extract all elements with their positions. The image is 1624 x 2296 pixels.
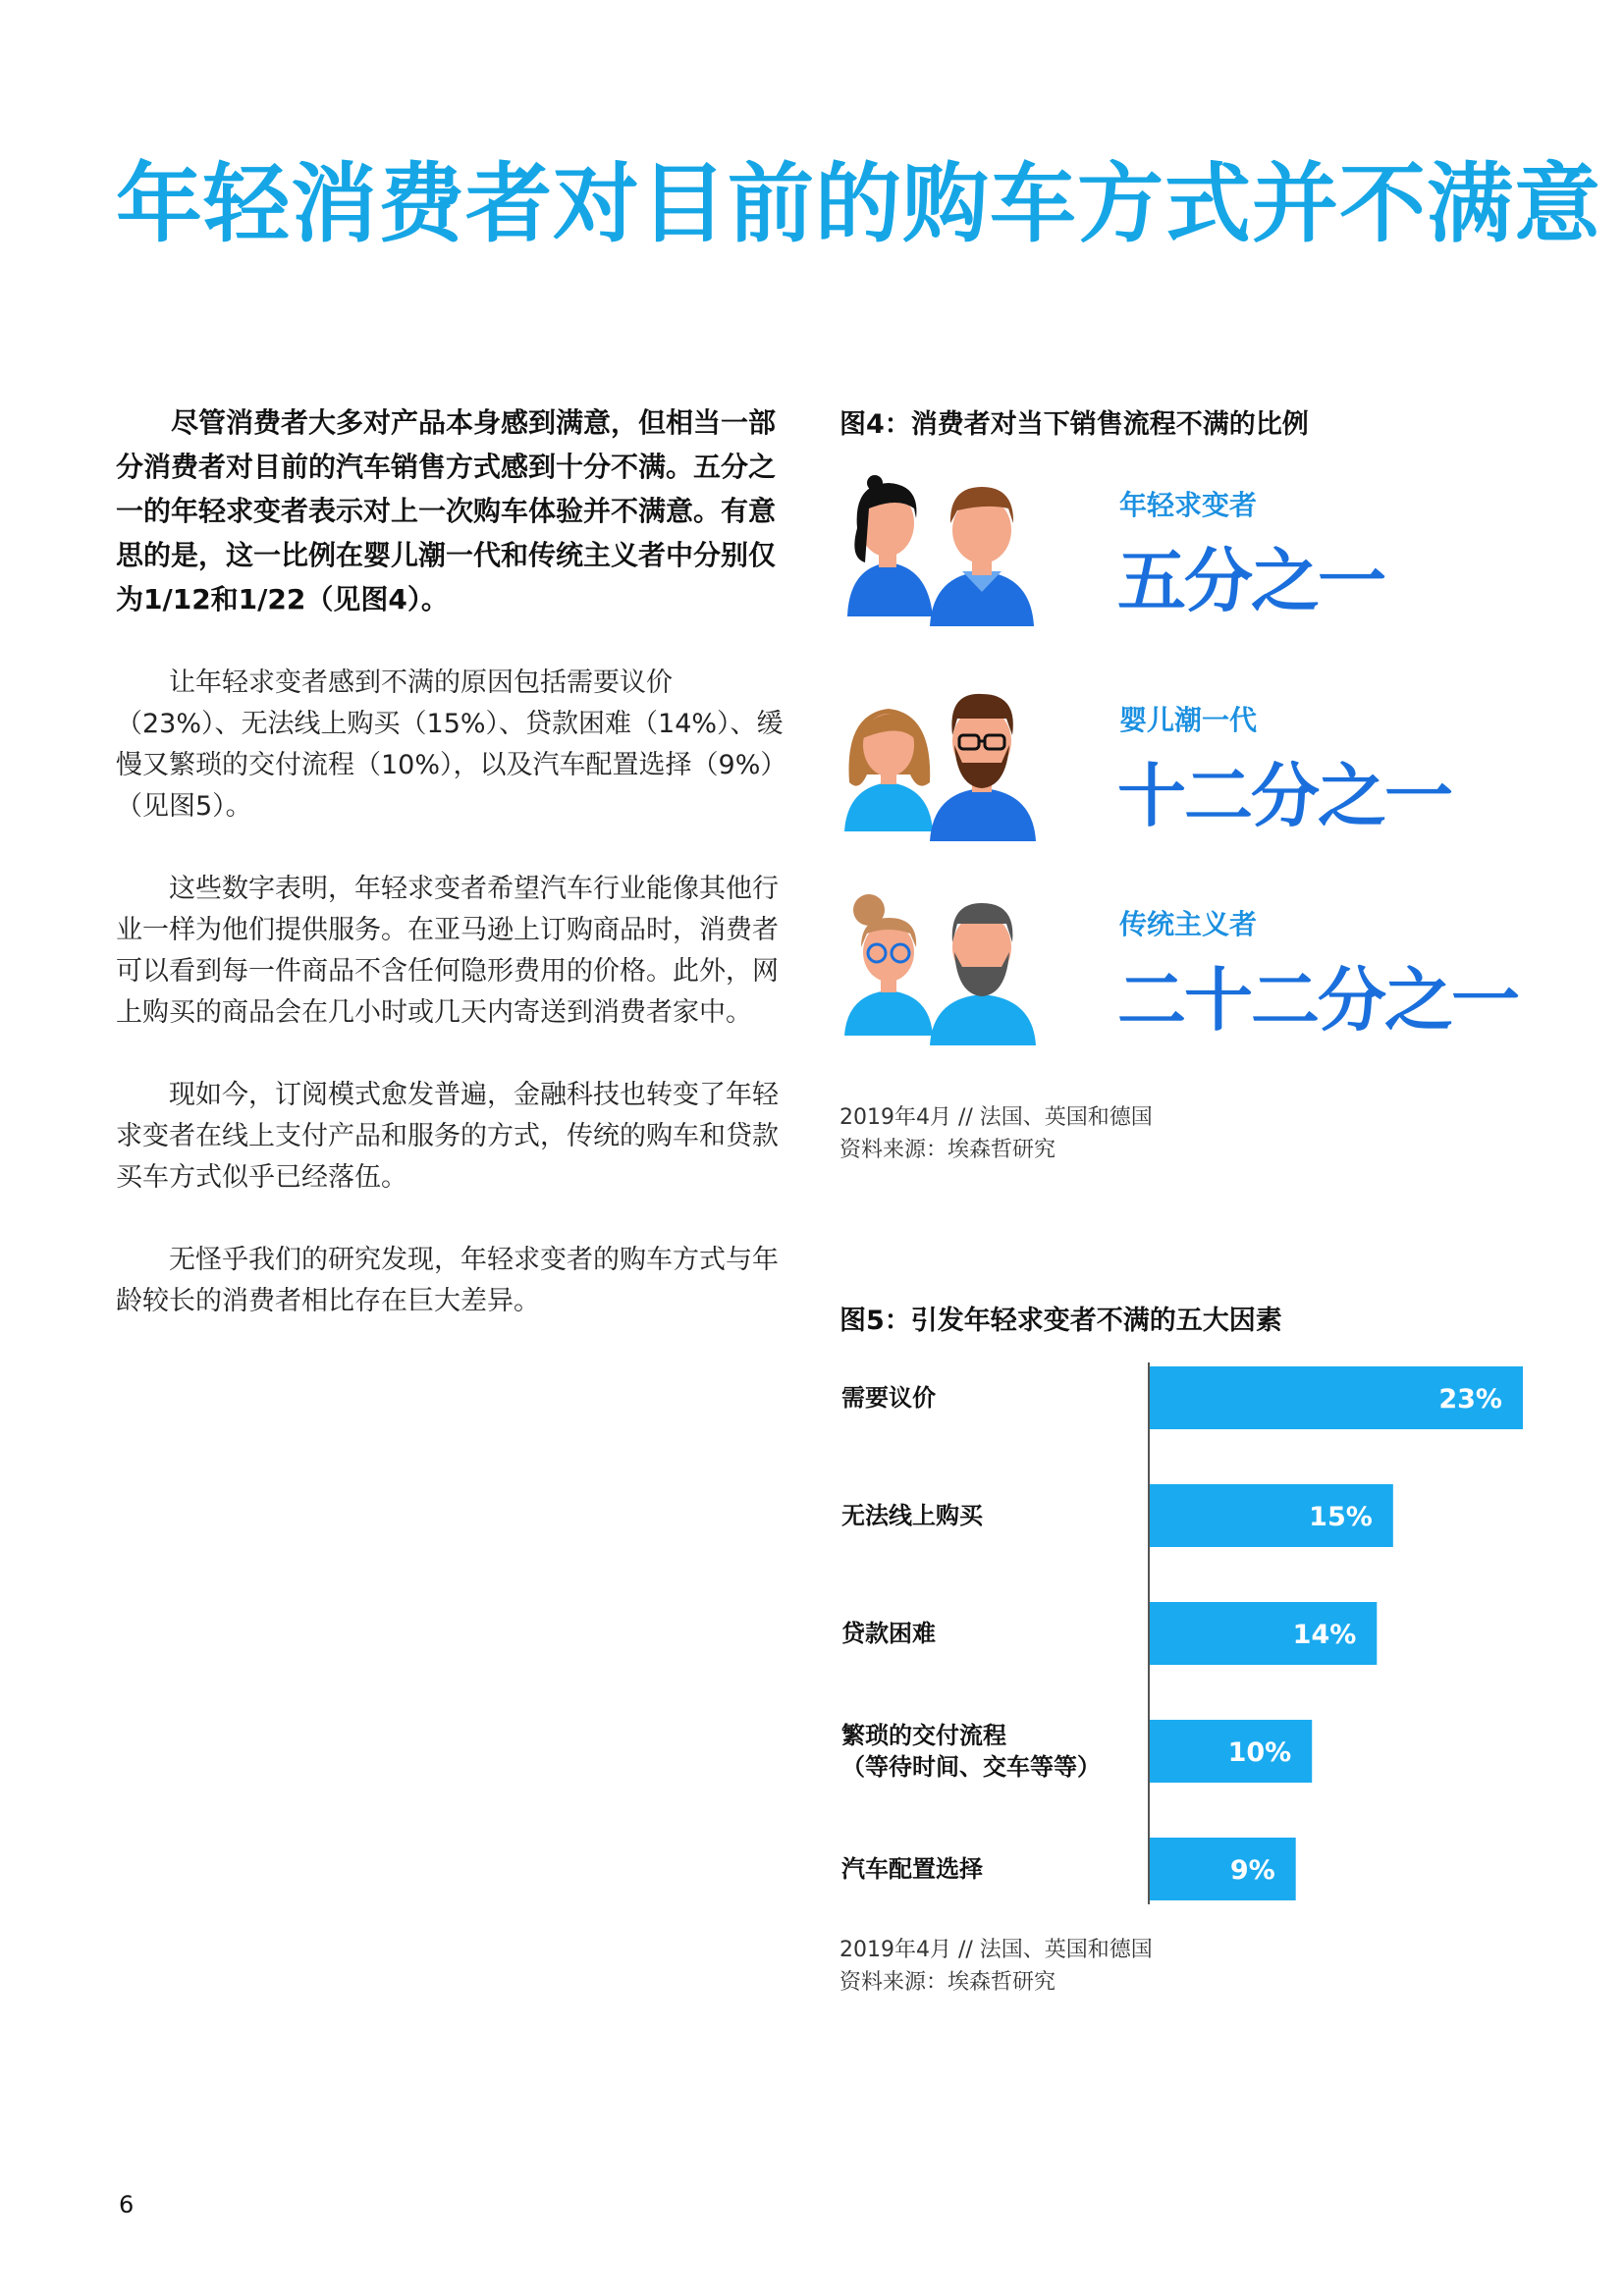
page-number: 6 — [119, 2191, 135, 2218]
bar-chart — [839, 1355, 1527, 1914]
paragraph: 这些数字表明，年轻求变者希望汽车行业能像其他行业一样为他们提供服务。在亚马逊上订购商品时，消费者可以看到每一件商品不含任何隐形费用的价格。此外，网上购买的商品会在几小时或几天内寄送到消费者家中。 — [116, 874, 779, 1028]
paragraph: 现如今，订阅模式愈发普遍，金融科技也转变了年轻求变者在线上支付产品和服务的方式，传统的购车和贷款买车方式似乎已经落伍。 — [116, 1080, 779, 1193]
generation-row-boomers — [839, 684, 1527, 841]
generation-ratio: 二十二分之一 — [1117, 960, 1518, 1041]
generation-row-traditionalists — [839, 888, 1527, 1045]
category-label: 汽车配置选择 — [841, 1855, 983, 1883]
category-label: 无法线上购买 — [841, 1502, 983, 1529]
figure5-title: 图5：引发年轻求变者不满的五大因素 — [839, 1306, 1282, 1336]
bar-value-label: 15% — [1309, 1502, 1373, 1532]
lead-paragraph: 尽管消费者大多对产品本身感到满意，但相当一部分消费者对目前的汽车销售方式感到十分不满。五分之一的年轻求变者表示对上一次购车体验并不满意。有意思的是，这一比例在婴儿潮一代和传统主义者中分别仅为1/12和1/22（见图4）。 — [116, 406, 777, 615]
paragraph: 无怪乎我们的研究发现，年轻求变者的购车方式与年龄较长的消费者相比存在巨大差异。 — [116, 1245, 779, 1316]
category-label: 需要议价 — [841, 1384, 936, 1412]
page-title: 年轻消费者对目前的购车方式并不满意 — [116, 153, 1602, 254]
figure4-title: 图4：消费者对当下销售流程不满的比例 — [839, 409, 1309, 440]
body-text — [116, 400, 793, 1322]
generation-row-young — [839, 469, 1527, 626]
figure4-source — [839, 1101, 1153, 1166]
source-origin: 资料来源：埃森哲研究 — [839, 1970, 1056, 1995]
young-couple-icon — [839, 469, 1046, 626]
figure5-source — [839, 1934, 1153, 1999]
category-label: 贷款困难 — [841, 1620, 936, 1647]
category-label: 繁琐的交付流程（等待时间、交车等等） — [841, 1722, 1101, 1781]
boomer-couple-icon — [839, 684, 1046, 841]
generation-label: 传统主义者 — [1119, 908, 1258, 940]
generation-ratio: 五分之一 — [1117, 541, 1384, 621]
generation-label: 婴儿潮一代 — [1119, 704, 1258, 736]
generation-label: 年轻求变者 — [1119, 489, 1258, 521]
bar-value-label: 23% — [1438, 1384, 1502, 1415]
generation-ratio: 十二分之一 — [1117, 756, 1451, 836]
source-date: 2019年4月 // 法国、英国和德国 — [839, 1938, 1153, 1962]
bar-value-label: 9% — [1229, 1855, 1275, 1886]
bar-value-label: 14% — [1292, 1620, 1357, 1650]
source-date: 2019年4月 // 法国、英国和德国 — [839, 1105, 1153, 1130]
bar-value-label: 10% — [1227, 1737, 1292, 1768]
traditionalist-couple-icon — [839, 888, 1046, 1045]
paragraph: 让年轻求变者感到不满的原因包括需要议价（23%）、无法线上购买（15%）、贷款困难（14%）、缓慢又繁琐的交付流程（10%），以及汽车配置选择（9%）（见图5）。 — [116, 667, 787, 822]
source-origin: 资料来源：埃森哲研究 — [839, 1138, 1056, 1162]
